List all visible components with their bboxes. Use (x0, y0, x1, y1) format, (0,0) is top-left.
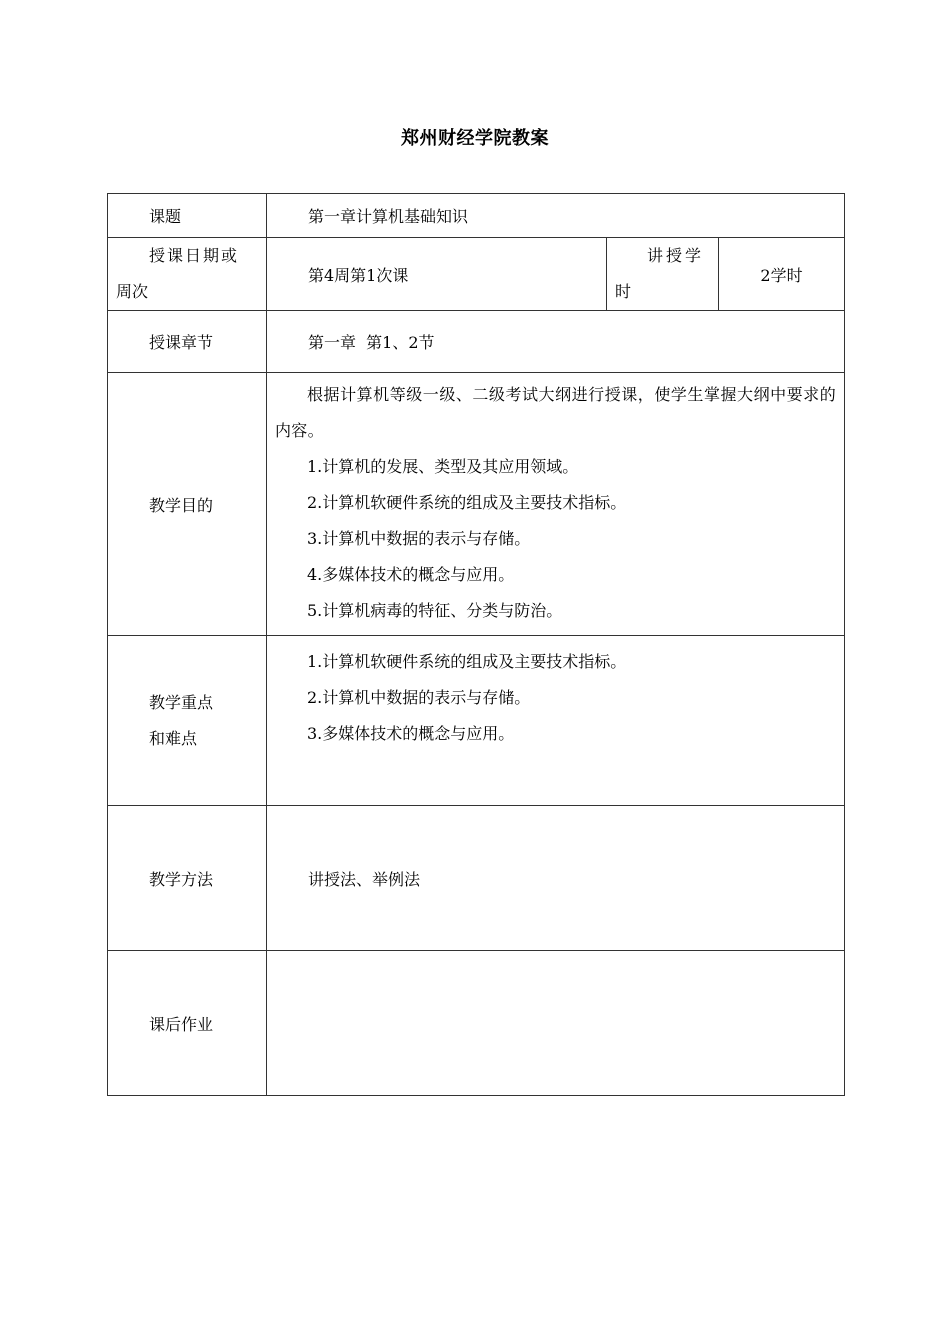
goal-item: 2.计算机软硬件系统的组成及主要技术指标。 (307, 493, 627, 512)
hours-value: 2学时 (719, 238, 845, 311)
key-item: 1.计算机软硬件系统的组成及主要技术指标。 (307, 652, 627, 671)
chapter-value: 第一章 第1、2节 (267, 311, 845, 373)
key-item: 2.计算机中数据的表示与存储。 (307, 688, 531, 707)
method-label: 教学方法 (108, 806, 267, 951)
goal-item: 5.计算机病毒的特征、分类与防治。 (307, 601, 563, 620)
method-value: 讲授法、举例法 (267, 806, 845, 951)
hours-label (607, 238, 719, 311)
row-method (108, 806, 845, 951)
goals-intro: 根据计算机等级一级、二级考试大纲进行授课，使学生掌握大纲中要求的内容。 (275, 385, 837, 440)
date-value: 第4周第1次课 (267, 238, 607, 311)
homework-label: 课后作业 (108, 951, 267, 1096)
key-item: 3.多媒体技术的概念与应用。 (307, 724, 515, 743)
date-label (108, 238, 267, 311)
date-label-line1: 授课日期或 (149, 246, 240, 265)
keys-label-line1: 教学重点 (149, 692, 214, 712)
keys-label (108, 636, 267, 806)
keys-label-line2: 和难点 (149, 728, 198, 748)
date-label-line2: 周次 (116, 282, 149, 301)
lesson-plan-table (107, 193, 845, 1096)
goals-label: 教学目的 (108, 373, 267, 636)
goal-item: 1.计算机的发展、类型及其应用领域。 (307, 457, 579, 476)
goal-item: 3.计算机中数据的表示与存储。 (307, 529, 531, 548)
topic-value: 第一章计算机基础知识 (267, 194, 845, 238)
topic-label: 课题 (108, 194, 267, 238)
row-date (108, 238, 845, 311)
row-homework (108, 951, 845, 1096)
row-goals (108, 373, 845, 636)
goal-item: 4.多媒体技术的概念与应用。 (307, 565, 515, 584)
keys-content (267, 636, 845, 806)
homework-value (267, 951, 845, 1096)
chapter-label: 授课章节 (108, 311, 267, 373)
hours-label-line1: 讲授学 (647, 246, 705, 265)
goals-content (267, 373, 845, 636)
row-topic (108, 194, 845, 238)
page-title: 郑州财经学院教案 (401, 128, 549, 149)
row-keys (108, 636, 845, 806)
hours-label-line2: 时 (615, 282, 632, 301)
row-chapter (108, 311, 845, 373)
